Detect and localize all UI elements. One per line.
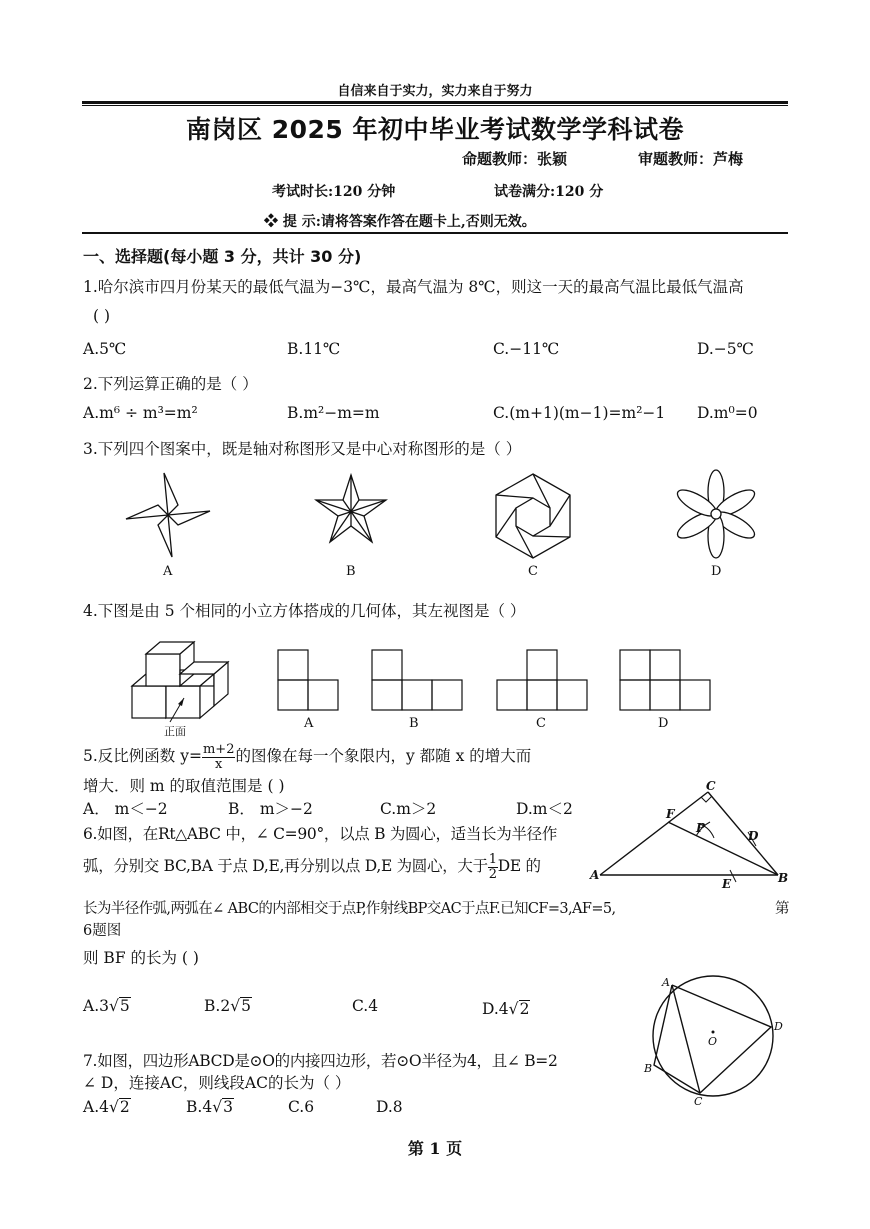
q6-point-b: B	[778, 871, 789, 885]
page-number: 第 1 页	[407, 1139, 463, 1158]
q7-point-a: A	[662, 976, 670, 989]
q5-frac-den: x	[215, 756, 223, 772]
q7-option-a: A.4√2	[83, 1098, 130, 1116]
exam-title: 南岗区 2025 年初中毕业考试数学学科试卷	[186, 115, 684, 144]
pinwheel-figure	[126, 473, 210, 557]
q7-option-b: B.4√3	[186, 1098, 233, 1116]
q1-option-c: C.−11℃	[493, 340, 560, 358]
q2-option-c: C.(m+1)(m−1)=m²−1	[493, 404, 666, 422]
q6-option-c: C.4	[352, 997, 379, 1015]
q4-stem: 4.下图是由 5 个相同的小立方体搭成的几何体，其左视图是（ ）	[83, 602, 526, 620]
setter: 命题教师：张颖	[462, 150, 568, 168]
q2-option-d: D.m⁰=0	[697, 404, 758, 422]
q6-line3: 长为半径作弧,两弧在∠ ABC的内部相交于点P,作射线BP交AC于点F.已知CF=3,AF=5,	[83, 901, 616, 917]
section-title: 一、选择题(每小题 3 分，共计 30 分)	[83, 247, 362, 266]
notice: ❖ 提 示:请将答案作答在题卡上,否则无效。	[264, 214, 536, 230]
q1-option-d: D.−5℃	[697, 340, 754, 358]
q6-half-fraction	[488, 853, 498, 881]
q6-half-num: 1	[488, 852, 497, 867]
q4-figures	[122, 628, 722, 748]
q2-option-a: A.m⁶ ÷ m³=m²	[83, 404, 198, 422]
view-a-figure	[278, 650, 338, 710]
q7-circle-figure	[640, 972, 788, 1107]
hexagon-figure	[496, 474, 570, 558]
q6-option-a: A.3√5	[83, 997, 130, 1015]
q6-option-b: B.2√5	[204, 997, 251, 1015]
q6-point-e: E	[722, 877, 732, 890]
q1-option-a: A.5℃	[83, 340, 127, 358]
notice-rule	[82, 232, 788, 234]
q6-point-c: C	[706, 779, 716, 793]
q7-point-d: D	[774, 1020, 783, 1033]
q3-label-b: B	[346, 564, 356, 579]
q7-option-d: D.8	[376, 1098, 403, 1116]
q7-option-c: C.6	[288, 1098, 315, 1116]
q5-stem-prefix: 5.反比例函数 y=	[83, 747, 202, 766]
exam-duration: 考试时长:120 分钟	[272, 184, 396, 200]
q5-stem-line2: 增大．则 m 的取值范围是 ( )	[83, 777, 285, 795]
q4-label-d: D	[658, 716, 669, 731]
header-rule-thin	[82, 105, 788, 106]
q1-blank: ( )	[93, 307, 111, 325]
q6-option-d: D.4√2	[482, 1000, 530, 1018]
q7-line2: ∠ D，连接AC，则线段AC的长为（ ）	[83, 1074, 351, 1092]
q4-label-front: 正面	[164, 725, 186, 738]
q6-half-den: 2	[488, 866, 497, 882]
q3-label-c: C	[528, 564, 538, 579]
q6-line2	[83, 853, 541, 881]
q6-caption-a: 第	[775, 901, 790, 917]
q5-fraction	[202, 743, 236, 771]
q1-stem: 1.哈尔滨市四月份某天的最低气温为−3℃，最高气温为 8℃，则这一天的最高气温比最低气温高	[83, 278, 744, 296]
q7-point-b: B	[644, 1062, 653, 1075]
q6-line2-suffix: DE 的	[497, 857, 541, 876]
q5-option-b: B． m＞−2	[228, 800, 313, 818]
q5-stem-line1	[83, 743, 531, 771]
q6-point-p: P	[696, 821, 706, 835]
q1-option-b: B.11℃	[287, 340, 341, 358]
q7-line1: 7.如图，四边形ABCD是⊙O的内接四边形，若⊙O半径为4，且∠ B=2	[83, 1052, 558, 1070]
motto: 自信来自于实力，实力来自于努力	[337, 84, 533, 99]
q7-point-o: O	[708, 1035, 718, 1048]
q7-point-c: C	[694, 1095, 703, 1107]
q6-line1: 6.如图，在Rt△ABC 中，∠ C=90°，以点 B 为圆心，适当长为半径作	[83, 825, 558, 843]
q5-frac-num: m+2	[202, 742, 235, 757]
q6-point-f: F	[666, 807, 675, 821]
q4-label-a: A	[304, 716, 314, 731]
star-figure	[316, 475, 386, 542]
q3-label-a: A	[163, 564, 173, 579]
q3-figures	[108, 462, 768, 582]
reviewer: 审题教师：芦梅	[638, 150, 744, 168]
q5-option-c: C.m＞2	[380, 800, 437, 818]
q6-line4: 则 BF 的长为 ( )	[83, 949, 199, 967]
q5-option-d: D.m＜2	[516, 800, 573, 818]
q6-caption-b: 6题图	[83, 923, 122, 939]
q6-line2-prefix: 弧，分别交 BC,BA 于点 D,E,再分别以点 D,E 为圆心，大于	[83, 857, 488, 876]
view-b-figure	[372, 650, 462, 710]
q4-label-b: B	[409, 716, 419, 731]
q5-option-a: A． m＜−2	[83, 800, 168, 818]
full-score: 试卷满分:120 分	[494, 184, 604, 200]
cube-solid-figure	[132, 642, 228, 718]
q6-point-d: D	[748, 829, 759, 843]
view-d-figure	[620, 650, 710, 710]
q6-triangle-figure	[588, 778, 792, 890]
q2-stem: 2.下列运算正确的是（ ）	[83, 375, 258, 393]
q3-label-d: D	[711, 564, 722, 579]
q4-label-c: C	[536, 716, 546, 731]
q5-stem-suffix: 的图像在每一个象限内，y 都随 x 的增大而	[235, 747, 532, 766]
q6-point-a: A	[590, 868, 600, 882]
header-rule-thick	[82, 101, 788, 104]
view-c-figure	[497, 650, 587, 710]
flower-figure	[674, 470, 758, 558]
q2-option-b: B.m²−m=m	[287, 404, 380, 422]
q3-stem: 3.下列四个图案中，既是轴对称图形又是中心对称图形的是（ ）	[83, 440, 522, 458]
